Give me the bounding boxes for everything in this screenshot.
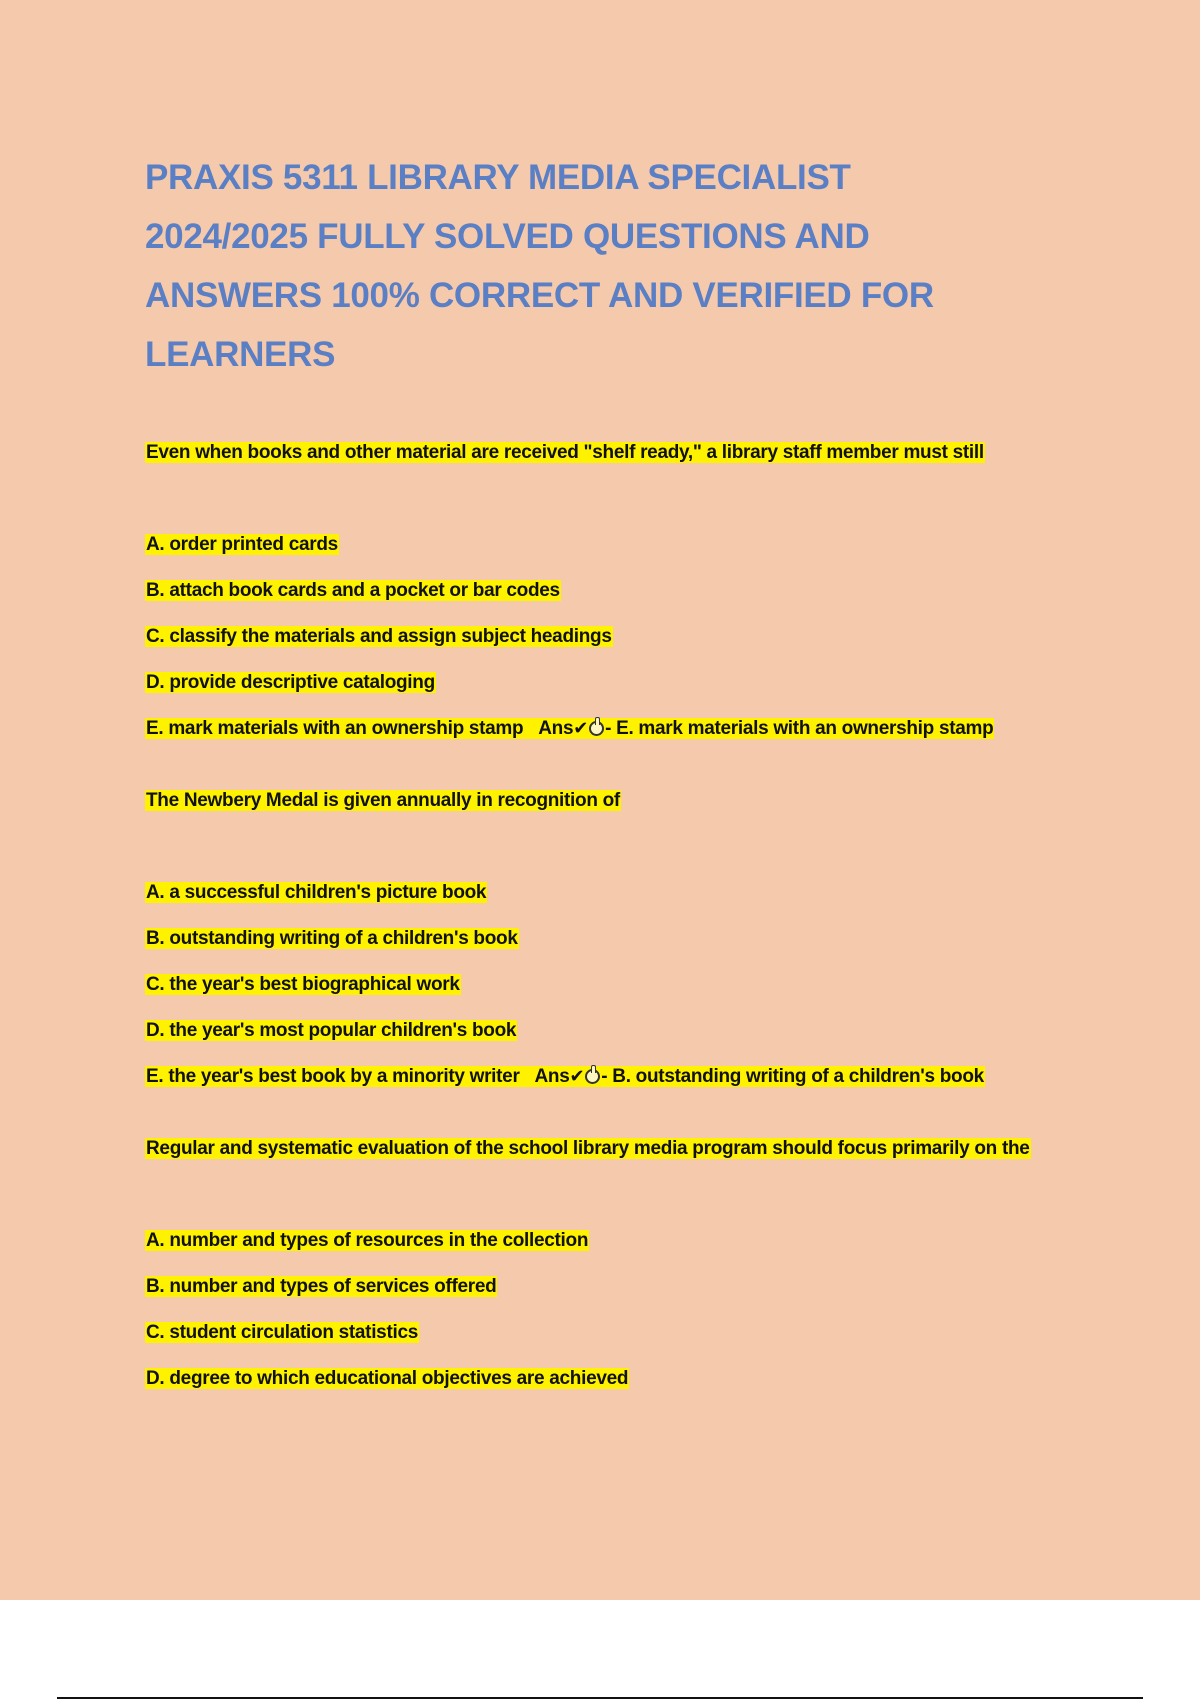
correct-answer: E. mark materials with an ownership stamp [616,718,994,739]
answer-option: B. number and types of services offered [146,1276,497,1297]
document-title [145,148,1105,384]
footer-divider [57,1697,1143,1699]
answer-option: B. attach book cards and a pocket or bar codes [146,580,560,601]
answer-option: C. the year's best biographical work [146,974,460,995]
answer-option: B. outstanding writing of a children's book [146,928,518,949]
answer-separator: - [601,1066,613,1087]
answer-option: E. mark materials with an ownership stamp [146,718,524,739]
title-line: ANSWERS 100% CORRECT AND VERIFIED FOR [145,276,934,315]
question-text: Regular and systematic evaluation of the school library media program should focus primarily on the [146,1138,1030,1159]
answer-option: A. order printed cards [146,534,338,555]
title-line: 2024/2025 FULLY SOLVED QUESTIONS AND [145,217,870,256]
question-text: Even when books and other material are received "shelf ready," a library staff member must still [146,442,984,463]
hand-icon [585,1069,600,1084]
question-block [145,788,1105,1090]
check-icon: ✔ [569,1066,585,1086]
answer-option-with-answer [145,718,994,739]
answer-option: C. classify the materials and assign subject headings [146,626,612,647]
answer-option-with-answer [145,1066,985,1087]
answer-option: E. the year's best book by a minority writer [146,1066,520,1087]
answer-option: A. number and types of resources in the collection [146,1230,589,1251]
answer-separator: - [605,718,617,739]
answer-option: D. provide descriptive cataloging [146,672,435,693]
title-line: PRAXIS 5311 LIBRARY MEDIA SPECIALIST [145,158,851,197]
check-icon: ✔ [573,718,589,738]
answer-prefix: Ans [534,1066,570,1087]
correct-answer: B. outstanding writing of a children's book [612,1066,984,1087]
title-line: LEARNERS [145,335,336,374]
answer-prefix: Ans [538,718,574,739]
question-block [145,440,1105,742]
document-content [145,148,1105,1438]
question-text: The Newbery Medal is given annually in recognition of [146,790,620,811]
question-block [145,1136,1105,1392]
answer-option: D. the year's most popular children's book [146,1020,517,1041]
hand-icon [589,721,604,736]
answer-option: D. degree to which educational objectives are achieved [146,1368,629,1389]
answer-option: A. a successful children's picture book [146,882,487,903]
question-list [145,440,1105,1392]
answer-option: C. student circulation statistics [146,1322,418,1343]
